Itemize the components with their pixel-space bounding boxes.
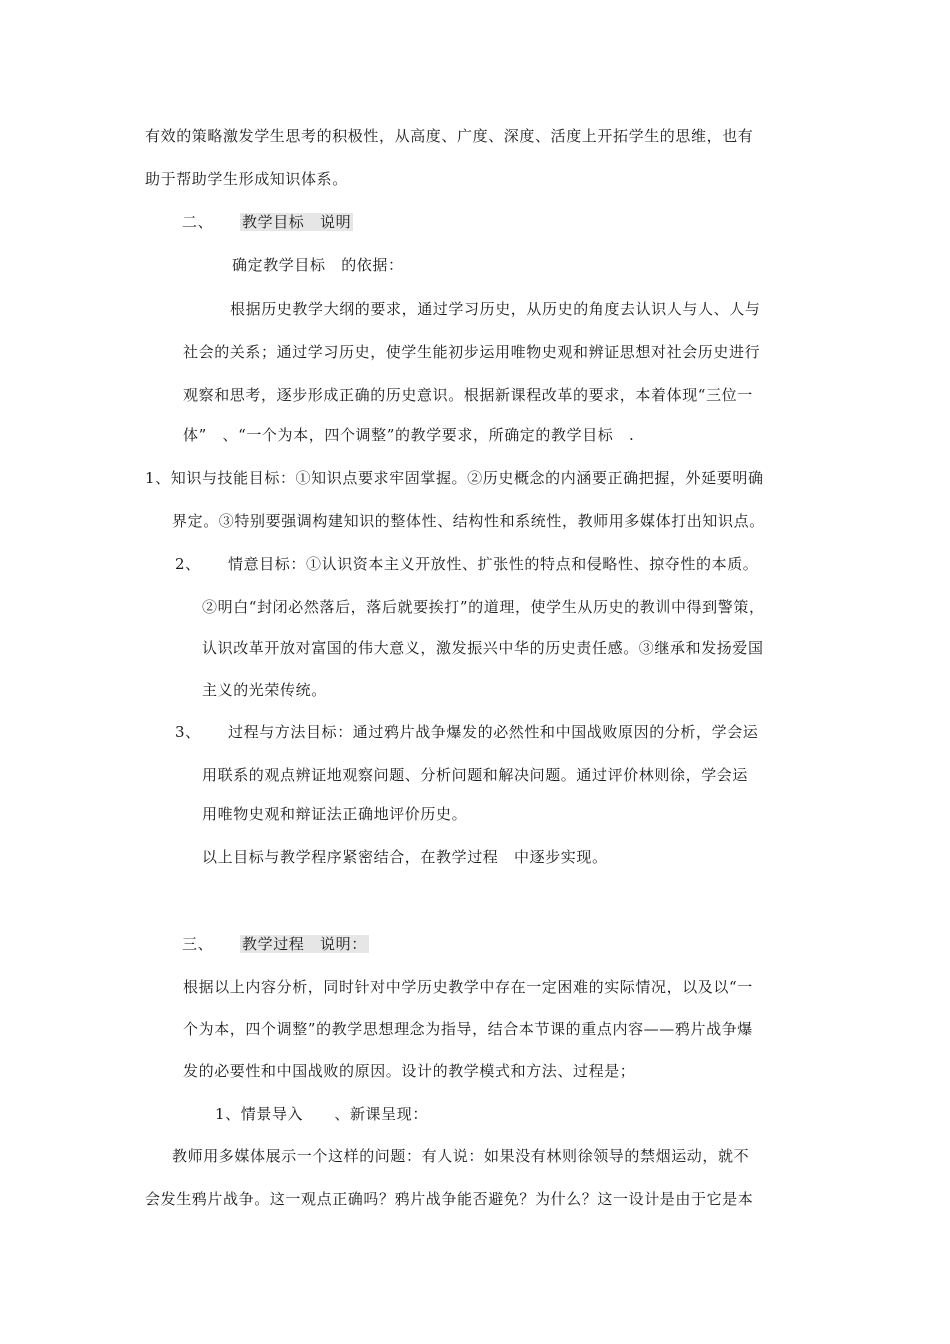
list-item-continuation: 用唯物史观和辩证法正确地评价历史。 [202,805,468,823]
paragraph-line: 教师用多媒体展示一个这样的问题：有人说：如果没有林则徐领导的禁烟运动，就不 [172,1147,750,1165]
subheading: 1、情景导入 、新课呈现： [215,1105,428,1123]
list-item-continuation: 认识改革开放对富国的伟大意义，激发振兴中华的历史责任感。③继承和发扬爱国 [202,639,764,657]
summary-line: 以上目标与教学程序紧密结合，在教学过程 中逐步实现。 [202,848,608,866]
section-title: 教学目标 说明 [242,213,352,231]
section-heading [240,934,369,954]
list-item-continuation: 界定。③特别要强调构建知识的整体性、结构性和系统性，教师用多媒体打出知识点。 [172,512,765,530]
list-item: 情意目标：①认识资本主义开放性、扩张性的特点和侵略性、掠夺性的本质。 [228,555,759,573]
paragraph-line: 个为本，四个调整”的教学思想理念为指导，结合本节课的重点内容——鸦片战争爆 [183,1020,753,1038]
section-number: 二、 [182,213,214,231]
list-item-continuation: 用联系的观点辨证地观察问题、分析问题和解决问题。通过评价林则徐，学会运 [202,766,749,784]
list-number: 3、 [175,723,201,741]
list-item: 1、知识与技能目标：①知识点要求牢固掌握。②历史概念的内涵要正确把握，外延要明确 [145,469,764,487]
list-item-continuation: 主义的光荣传统。 [202,681,327,699]
paragraph-line: 社会的关系；通过学习历史，使学生能初步运用唯物史观和辨证思想对社会历史进行 [183,343,761,361]
section-number: 三、 [182,935,214,953]
subheading: 确定教学目标 的依据： [232,256,404,274]
paragraph-line: 助于帮助学生形成知识体系。 [145,170,348,188]
paragraph-line: 发的必要性和中国战败的原因。设计的教学模式和方法、过程是； [183,1062,636,1080]
paragraph-line: 观察和思考，逐步形成正确的历史意识。根据新课程改革的要求，本着体现“三位一 [183,386,753,404]
list-item: 过程与方法目标：通过鸦片战争爆发的必然性和中国战败原因的分析，学会运 [228,723,759,741]
list-item-continuation: ②明白“封闭必然落后，落后就要挨打”的道理，使学生从历史的教训中得到警策， [202,598,765,616]
paragraph-line: 有效的策略激发学生思考的积极性，从高度、广度、深度、活度上开拓学生的思维，也有 [145,127,754,145]
list-number: 2、 [175,555,201,573]
paragraph-line: 体” 、“一个为本，四个调整”的教学要求，所确定的教学目标 . [183,426,635,444]
paragraph-line: 会发生鸦片战争。这一观点正确吗？鸦片战争能否避免？为什么？这一设计是由于它是本 [145,1190,754,1208]
paragraph-line: 根据以上内容分析，同时针对中学历史教学中存在一定困难的实际情况，以及以“一 [183,978,753,996]
section-title: 教学过程 说明： [242,935,367,953]
paragraph-line: 根据历史教学大纲的要求，通过学习历史，从历史的角度去认识人与人、人与 [230,300,761,318]
section-heading [240,212,353,232]
